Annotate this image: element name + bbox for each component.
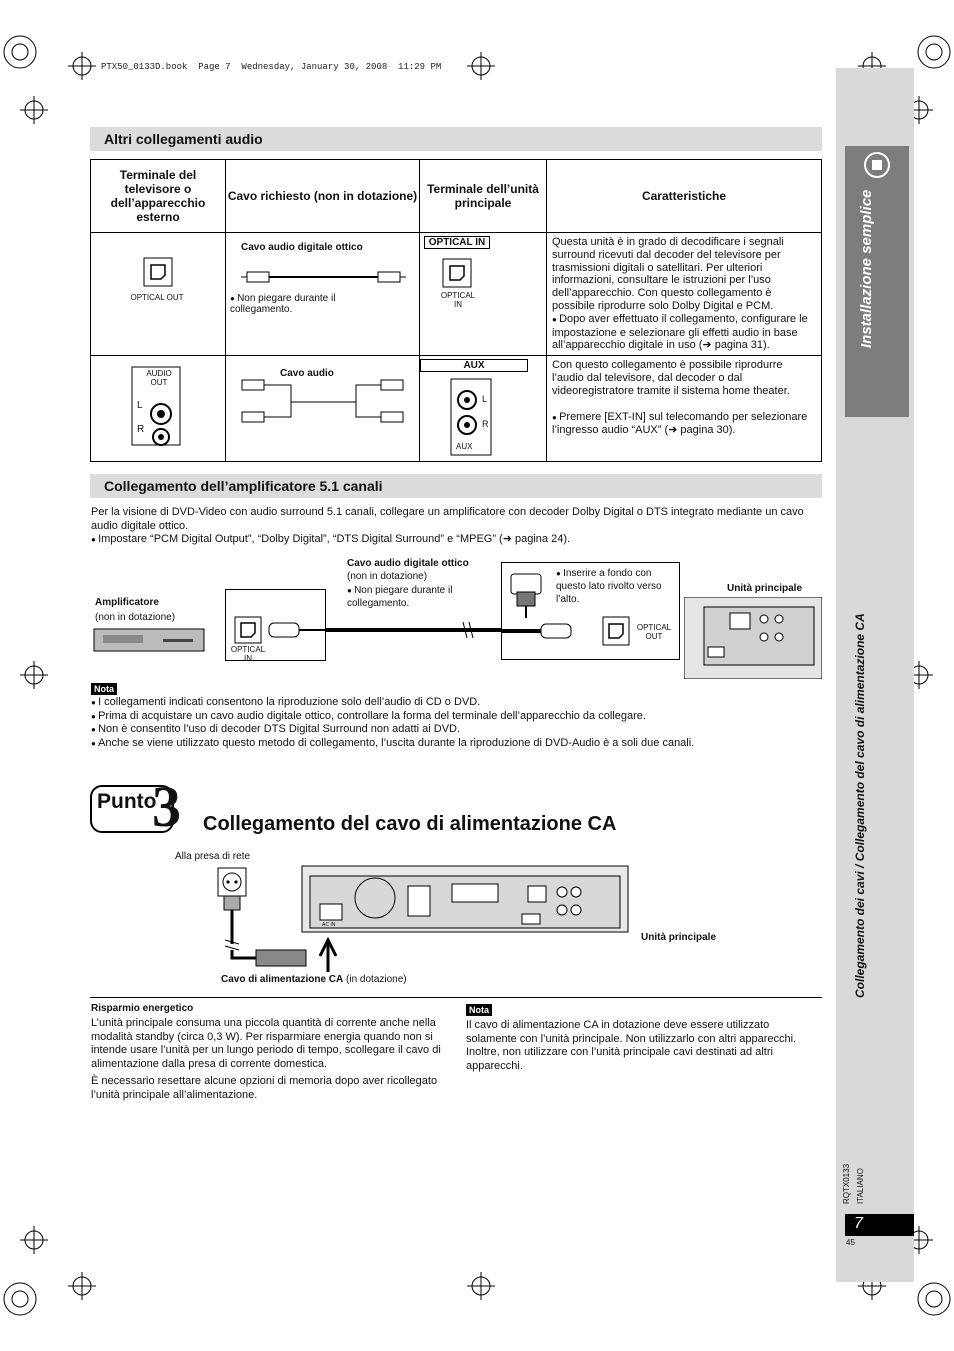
port-r-label: R — [482, 419, 489, 430]
optical-cable-drawing — [325, 620, 502, 642]
note-item: ● Prima di acquistare un cavo audio digitale ottico, controllare la forma del terminale dell’apparecchio da collegare. — [91, 710, 819, 724]
ac-in-label: AC IN — [322, 922, 336, 928]
note-item: ● I collegamenti indicati consentono la riproduzione solo dell’audio di CD o DVD. — [91, 696, 819, 710]
features-text: ● Dopo aver effettuato il collegamento, configurare le impostazione e selezionare gli effetti audio in base all’apparecchio digitale in uso (➜ pagina 31). — [552, 313, 816, 352]
unit-label: Unità principale — [641, 932, 717, 943]
cable-title: Cavo audio digitale ottico — [347, 558, 469, 569]
main-unit-rear-drawing — [684, 597, 822, 679]
page-number: 7 — [854, 1215, 863, 1232]
port-l-label: L — [482, 394, 488, 405]
port-label: AUX — [456, 442, 473, 452]
section-bar-audio: Altri collegamenti audio — [90, 127, 822, 151]
nota-text: Il cavo di alimentazione CA in dotazione deve essere utilizzato solamente con l’unità principale. Non utilizzarlo con altri apparecchi. Inoltre, non utilizzare con l’unità principale cavi destinati ad altri apparecchi. — [466, 1019, 797, 1072]
tab-icon — [862, 150, 892, 180]
doc-code: RQTX0133 — [842, 1163, 851, 1204]
page-number-small: 45 — [846, 1238, 855, 1247]
table-row — [91, 233, 822, 356]
cable-label: Cavo audio digitale ottico — [241, 242, 363, 253]
section-bar-amplifier: Collegamento dell’amplificatore 5.1 canali — [90, 474, 822, 498]
step-word: Punto — [97, 790, 157, 813]
divider — [90, 997, 822, 998]
note-item: ● Anche se viene utilizzato questo metodo di collegamento, l’uscita durante la riproduzione di DVD-Audio è a soli due canali. — [91, 737, 819, 751]
cord-sub: (in dotazione) — [346, 974, 407, 985]
cord-label: Cavo di alimentazione CA — [221, 974, 344, 985]
unit-port-header: OPTICAL IN — [424, 236, 490, 249]
port-label: OPTICAL OUT — [130, 293, 184, 302]
unit-port-label: OPTICAL OUT — [636, 623, 672, 641]
table-header-row — [91, 160, 822, 233]
amplifier-drawing — [93, 628, 205, 652]
port-label: AUDIO OUT — [146, 369, 172, 388]
optical-port-icon — [143, 257, 173, 287]
energy-text: L’unità principale consuma una piccola quantità di corrente anche nella modalità standby (circa 0,3 W). Per risparmiare energia quando non si intende usare l’unità per un lungo periodo di tempo, scollegare il cavo di alimentazione dalla presa di corrente domestica. — [91, 1017, 441, 1070]
col-header: Terminale del televisore o dell’apparecchio esterno — [91, 160, 226, 233]
col-header: Terminale dell’unità principale — [420, 160, 547, 233]
nota-badge: Nota — [466, 1004, 492, 1016]
print-header: PTX50_0133D.book Page 7 Wednesday, January 30, 2008 11:29 PM — [101, 62, 442, 72]
outlet-label: Alla presa di rete — [175, 851, 251, 862]
connections-table — [90, 159, 822, 462]
unit-title: Unità principale — [727, 583, 803, 594]
power-diagram — [210, 862, 660, 978]
amp-title: Amplificatore — [95, 597, 159, 608]
nota-badge: Nota — [91, 683, 117, 695]
features-text: Questa unità è in grado di decodificare i segnali surround ricevuti dal decoder del televisore per trasmissioni digitali o satellitari. Per ulteriori informazioni, consultare le istruzioni per l’uso dell’apparecchio. Con questo collegamento è possibile riprodurre solo Dolby Digital e PCM. — [552, 236, 784, 312]
cable-label: Cavo audio — [280, 368, 334, 380]
audio-cable-drawing — [236, 378, 411, 428]
step-title: Collegamento del cavo di alimentazione CA — [203, 813, 617, 835]
cable-sub: (non in dotazione) — [347, 571, 428, 582]
features-text: ● Premere [EXT-IN] sul telecomando per selezionare l’ingresso audio “AUX” (➜ pagina 30). — [552, 411, 816, 438]
col-header: Cavo richiesto (non in dotazione) — [226, 160, 420, 233]
optical-port-icon — [442, 258, 472, 288]
amp-sub: (non in dotazione) — [95, 612, 176, 623]
energy-title: Risparmio energetico — [91, 1003, 194, 1014]
language-label: ITALIANO — [856, 1168, 865, 1204]
optical-cable-drawing — [241, 269, 406, 285]
amp-port-label: OPTICAL IN — [230, 645, 266, 663]
port-l-label: L — [137, 400, 143, 412]
step-badge — [90, 774, 188, 839]
energy-text: È necessario resettare alcune opzioni di memoria dopo aver ricollegato l’unità principale all’alimentazione. — [91, 1075, 438, 1101]
amp-intro: Per la visione di DVD-Video con audio surround 5.1 canali, collegare un amplificatore con decoder Dolby Digital o DTS integrato mediante un cavo audio digitale ottico. — [91, 506, 804, 532]
cord-label-line — [221, 974, 407, 985]
sidebar-section-label: Collegamento dei cavi / Collegamento del cavo di alimentazione CA — [853, 613, 867, 998]
col-header: Caratteristiche — [547, 160, 822, 233]
port-r-label: R — [137, 424, 145, 436]
port-label: OPTICAL IN — [440, 291, 476, 309]
notes-list — [91, 696, 819, 750]
table-row — [91, 356, 822, 462]
step-number: 3 — [152, 774, 181, 839]
note-item: ● Non è consentito l’uso di decoder DTS Digital Surround non adatti ai DVD. — [91, 723, 819, 737]
unit-port-header: AUX — [420, 359, 528, 372]
cable-note: ● Non piegare durante il collegamento. — [230, 293, 355, 315]
sidebar-tab-label: Installazione semplice — [858, 189, 875, 348]
insert-note: ● Inserire a fondo con questo lato rivolto verso l’alto. — [556, 567, 668, 606]
features-text: Con questo collegamento è possibile riprodurre l’audio dal televisore, dal decoder o dal videoregistratore tramite il sistema home theater. — [552, 359, 790, 397]
amp-bullet: ● Impostare “PCM Digital Output”, “Dolby Digital”, “DTS Digital Surround” e “MPEG” (➜ pagina 24). — [91, 533, 819, 547]
cable-note: ● Non piegare durante il collegamento. — [347, 584, 472, 610]
